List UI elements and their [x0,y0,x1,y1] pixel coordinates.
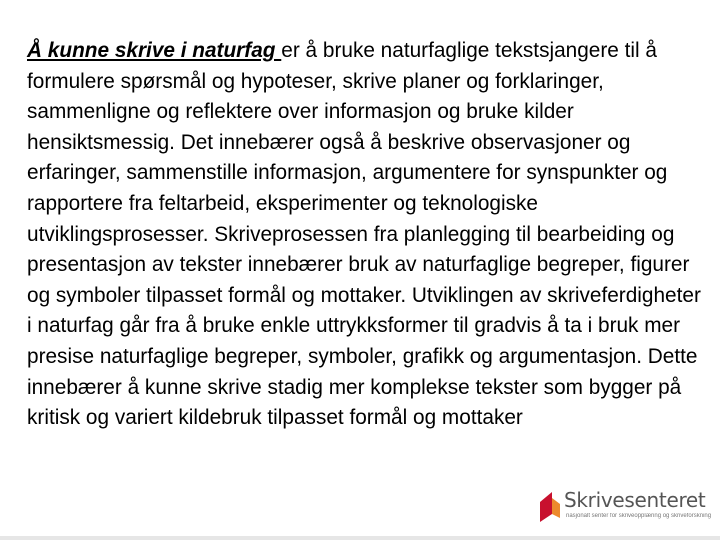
logo-name: Skrivesenteret [564,488,706,512]
logo-tagline: nasjonalt senter for skriveopplæring og skriveforskning [566,513,712,519]
slide-body-text [27,36,707,434]
skrivesenteret-logo-mark-icon [536,488,562,524]
slide-paragraph: er å bruke naturfaglige tekstsjangere til å formulere spørsmål og hypoteser, skrive planer og forklaringer, sammenligne og reflektere over informasjon og bruke kilder hensiktsmessig. Det innebærer også å beskrive observasjoner og erfaringer, sammenstille informasjon, argumentere for synspunkter og rapportere fra feltarbeid, eksperimenter og teknologiske utviklingsprosesser. Skriveprosessen fra planlegging til bearbeiding og presentasjon av tekster innebærer bruk av naturfaglige begreper, figurer og symboler tilpasset formål og mottaker. Utviklingen av skriveferdigheter i naturfag går fra å bruke enkle uttrykksformer til gradvis å ta i bruk mer presise naturfaglige begreper, symboler, grafikk og argumentasjon. Dette innebærer å kunne skrive stadig mer komplekse tekster som bygger på kritisk og variert kildebruk tilpasset formål og mottaker [27,39,701,430]
skrivesenteret-logo [536,488,714,528]
slide-lead-text: Å kunne skrive i naturfag [27,39,282,62]
bottom-divider [0,536,720,540]
